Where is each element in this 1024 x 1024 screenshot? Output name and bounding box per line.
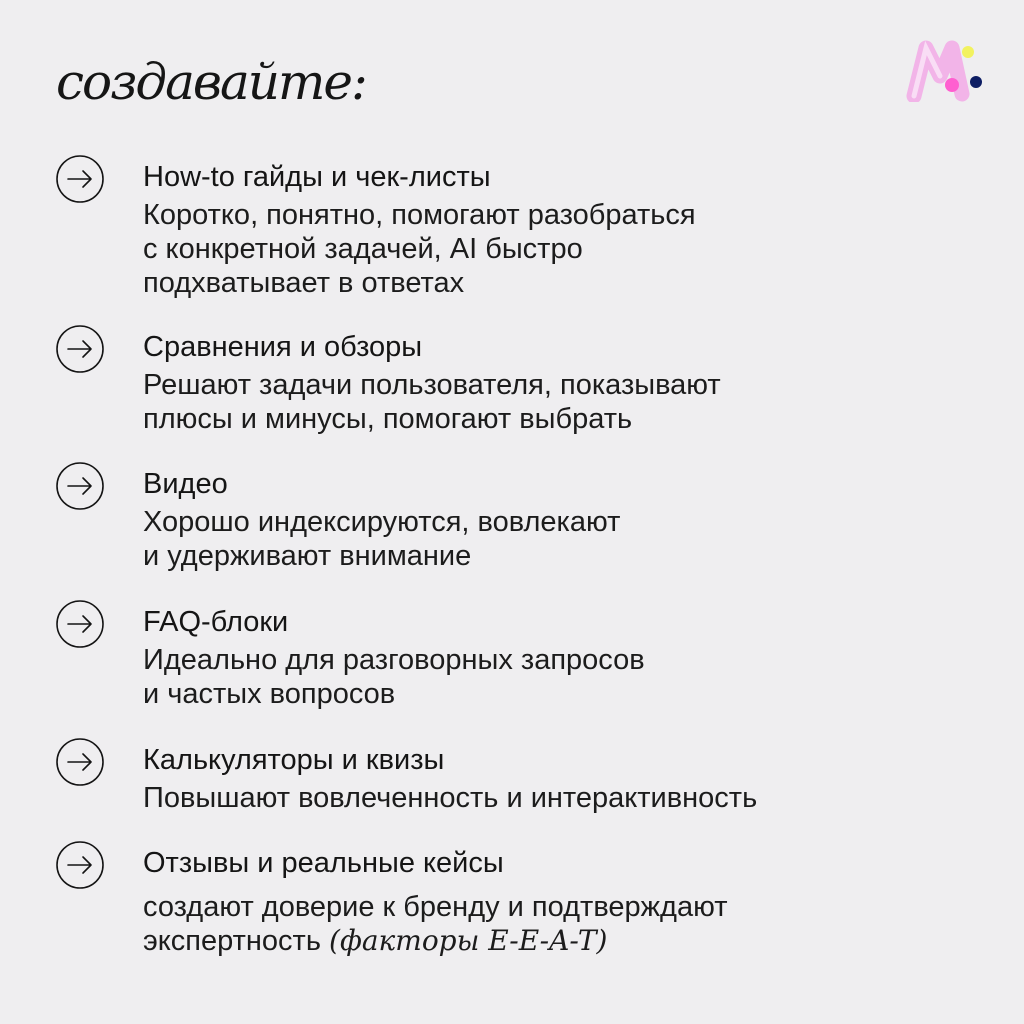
item-description-line: Идеально для разговорных запросов (143, 644, 645, 676)
arrow-right-circle-icon (55, 324, 105, 374)
item-description (143, 505, 1003, 573)
item-description-line: подхватывает в ответах (143, 267, 465, 299)
item-title: Отзывы и реальные кейсы (143, 847, 504, 879)
arrow-right-circle-icon (55, 599, 105, 649)
item-description-line: Хорошо индексируются, вовлекают (143, 506, 621, 538)
arrow-right-circle-icon (55, 154, 105, 204)
item-description (143, 890, 1003, 958)
item-title: Сравнения и обзоры (143, 331, 423, 363)
item-description-line: с конкретной задачей, AI быстро (143, 233, 583, 265)
item-description-line: Коротко, понятно, помогают разобраться (143, 199, 696, 231)
item-description-line: и удерживают внимание (143, 540, 472, 572)
arrow-right-circle-icon (55, 840, 105, 890)
item-description-line: Решают задачи пользователя, показывают (143, 369, 721, 401)
item-title: Видео (143, 468, 228, 500)
item-description (143, 368, 1003, 436)
page-title: создавайте: (56, 53, 366, 111)
item-title: Калькуляторы и квизы (143, 744, 445, 776)
item-title: How-to гайды и чек-листы (143, 161, 491, 193)
arrow-right-circle-icon (55, 737, 105, 787)
item-description-line: и частых вопросов (143, 678, 396, 710)
item-description (143, 781, 1003, 815)
item-description-line (143, 924, 1003, 958)
arrow-right-circle-icon (55, 461, 105, 511)
eeat-note: (факторы E-E-A-T) (329, 924, 608, 957)
item-description (143, 198, 1003, 300)
item-description-text: экспертность (143, 925, 321, 957)
item-description-line: создают доверие к бренду и подтверждают (143, 891, 728, 923)
item-description-line: Повышают вовлеченность и интерактивность (143, 782, 758, 814)
item-title: FAQ-блоки (143, 606, 289, 638)
item-description (143, 643, 1003, 711)
item-description-line: плюсы и минусы, помогают выбрать (143, 403, 633, 435)
